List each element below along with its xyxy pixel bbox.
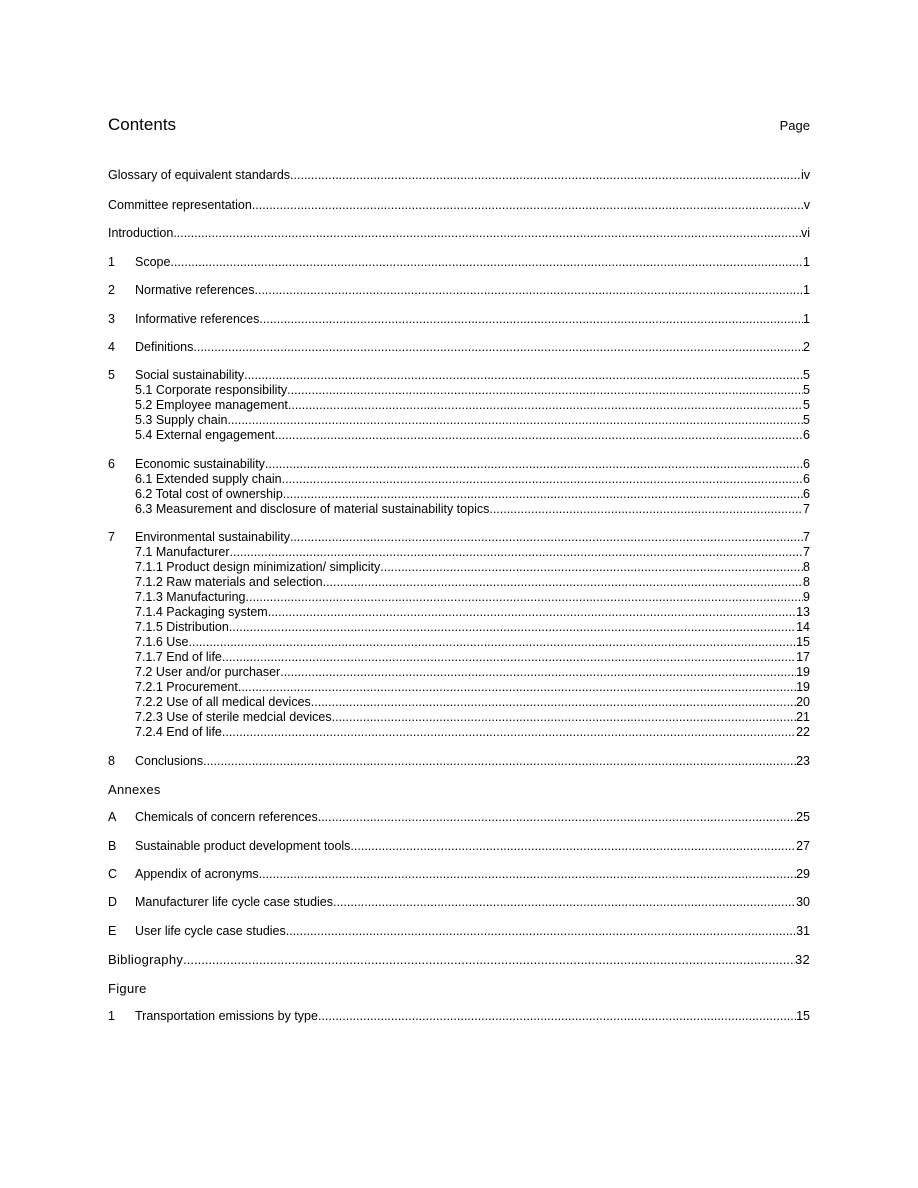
toc-entry-7-1[interactable]: 7.1 Manufacturer ..... 7 xyxy=(108,545,810,560)
toc-entry-8[interactable]: 8 Conclusions ..... 23 xyxy=(108,754,810,769)
toc-entry-committee[interactable]: Committee representation ..... v xyxy=(108,198,810,213)
toc-entry-1[interactable]: 1 Scope ..... 1 xyxy=(108,255,810,270)
toc-annex-b[interactable]: B Sustainable product development tools ..... 27 xyxy=(108,839,810,854)
toc-entry-3[interactable]: 3 Informative references ..... 1 xyxy=(108,312,810,327)
toc-entry-7-2-3[interactable]: 7.2.3 Use of sterile medcial devices ..... 21 xyxy=(108,710,810,725)
contents-page xyxy=(108,115,810,1024)
toc-annex-c[interactable]: C Appendix of acronyms ..... 29 xyxy=(108,867,810,882)
toc-annex-d[interactable]: D Manufacturer life cycle case studies ..... 30 xyxy=(108,895,810,910)
toc-entry-7-1-6[interactable]: 7.1.6 Use ..... 15 xyxy=(108,635,810,650)
toc-entry-7-1-2[interactable]: 7.1.2 Raw materials and selection ..... 8 xyxy=(108,575,810,590)
toc-entry-7-2-2[interactable]: 7.2.2 Use of all medical devices ..... 20 xyxy=(108,695,810,710)
toc-entry-5-1[interactable]: 5.1 Corporate responsibility ..... 5 xyxy=(108,383,810,398)
page-title: Contents xyxy=(108,115,177,134)
toc-entry-4[interactable]: 4 Definitions ..... 2 xyxy=(108,340,810,355)
toc-entry-7-1-7[interactable]: 7.1.7 End of life ..... 17 xyxy=(108,650,810,665)
toc-entry-7-1-1[interactable]: 7.1.1 Product design minimization/ simplicity ..... 8 xyxy=(108,560,810,575)
toc-entry-5-2[interactable]: 5.2 Employee management ..... 5 xyxy=(108,398,810,413)
contents-header xyxy=(108,115,810,151)
toc-entry-7-1-4[interactable]: 7.1.4 Packaging system ..... 13 xyxy=(108,605,810,620)
toc-figure-1[interactable]: 1 Transportation emissions by type ..... 15 xyxy=(108,1009,810,1024)
toc-entry-glossary[interactable]: Glossary of equivalent standards ..... iv xyxy=(108,168,810,183)
toc-entry-7[interactable]: 7 Environmental sustainability ..... 7 xyxy=(108,530,810,545)
toc-entry-6-1[interactable]: 6.1 Extended supply chain ..... 6 xyxy=(108,472,810,487)
toc-entry-5[interactable]: 5 Social sustainability ..... 5 xyxy=(108,368,810,383)
page-column-label: Page xyxy=(779,118,810,133)
toc-entry-7-2[interactable]: 7.2 User and/or purchaser ..... 19 xyxy=(108,665,810,680)
toc-entry-6-2[interactable]: 6.2 Total cost of ownership ..... 6 xyxy=(108,487,810,502)
figure-heading: Figure xyxy=(108,980,147,996)
toc-entry-6[interactable]: 6 Economic sustainability ..... 6 xyxy=(108,457,810,472)
toc-entry-6-3[interactable]: 6.3 Measurement and disclosure of material sustainability topics ..... 7 xyxy=(108,502,810,517)
toc-entry-7-2-1[interactable]: 7.2.1 Procurement ..... 19 xyxy=(108,680,810,695)
toc-entry-2[interactable]: 2 Normative references ..... 1 xyxy=(108,283,810,298)
toc-entry-introduction[interactable]: Introduction ..... vi xyxy=(108,226,810,241)
toc-entry-5-3[interactable]: 5.3 Supply chain ..... 5 xyxy=(108,413,810,428)
toc-annex-e[interactable]: E User life cycle case studies ..... 31 xyxy=(108,924,810,939)
annexes-heading: Annexes xyxy=(108,781,161,797)
toc-entry-7-2-4[interactable]: 7.2.4 End of life ..... 22 xyxy=(108,725,810,740)
toc-entry-7-1-3[interactable]: 7.1.3 Manufacturing ..... 9 xyxy=(108,590,810,605)
table-of-contents xyxy=(108,168,810,1024)
toc-annex-a[interactable]: A Chemicals of concern references ..... 25 xyxy=(108,810,810,825)
toc-entry-5-4[interactable]: 5.4 External engagement ..... 6 xyxy=(108,428,810,443)
toc-bibliography[interactable]: Bibliography ..... 32 xyxy=(108,952,810,967)
toc-entry-7-1-5[interactable]: 7.1.5 Distribution ..... 14 xyxy=(108,620,810,635)
